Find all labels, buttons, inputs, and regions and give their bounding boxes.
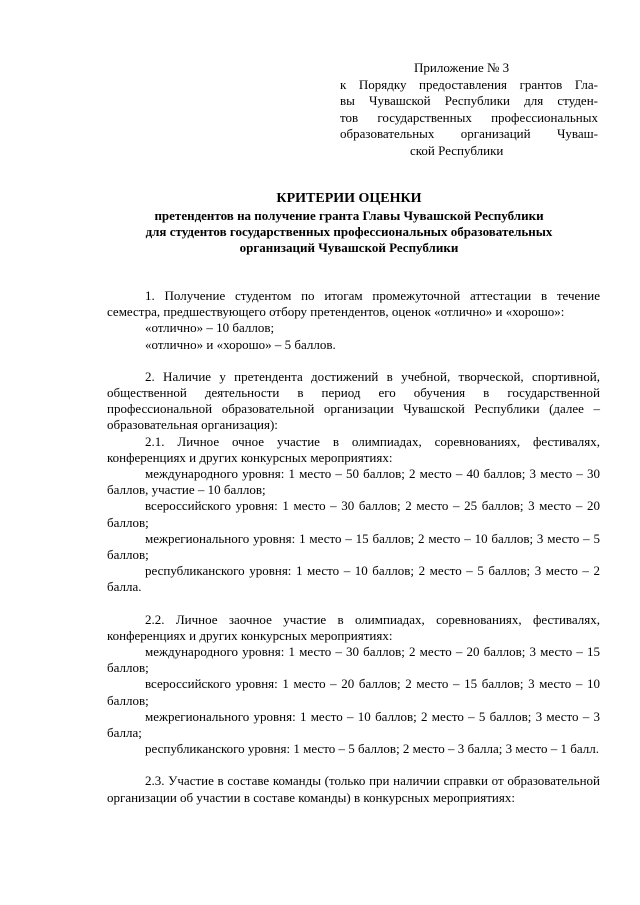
appendix-line: тов государственных профессиональных <box>340 109 598 125</box>
criteria-item: межрегионального уровня: 1 место – 10 баллов; 2 место – 5 баллов; 3 место – 3 балла; <box>107 708 600 741</box>
appendix-line: образовательных организаций Чуваш- <box>340 126 598 141</box>
document-title <box>96 190 602 256</box>
appendix-line: вы Чувашской Республики для студен- <box>340 93 598 108</box>
title-sub-line: для студентов государственных профессиональных образовательных <box>145 224 553 239</box>
title-sub-line: претендентов на получение гранта Главы Чувашской Республики <box>154 208 544 223</box>
appendix-number: Приложение № 3 <box>414 60 510 75</box>
section-2-text: 2. Наличие у претендента достижений в учебной, творческой, спортивной, общественной деятельности в период его обучения в государственной профессиональной образовательной организации Чувашской Республики (далее – образовательная организация): <box>107 368 600 433</box>
criteria-item: всероссийского уровня: 1 место – 20 баллов; 2 место – 15 баллов; 3 место – 10 баллов; <box>107 676 600 708</box>
section-2-2-text: 2.2. Личное заочное участие в олимпиадах, соревнованиях, фестивалях, конференциях и других конкурсных мероприятиях: <box>107 611 600 643</box>
section-2-1-text: 2.1. Личное очное участие в олимпиадах, соревнованиях, фестивалях, конференциях и других конкурсных мероприятиях: <box>107 433 600 465</box>
appendix-header <box>340 60 598 159</box>
criteria-item: международного уровня: 1 место – 30 баллов; 2 место – 20 баллов; 3 место – 15 баллов; <box>107 644 600 676</box>
criteria-item: всероссийского уровня: 1 место – 30 баллов; 2 место – 25 баллов; 3 место – 20 баллов; <box>107 498 600 530</box>
title-sub-line: организаций Чувашской Республики <box>239 240 459 255</box>
title-main: КРИТЕРИИ ОЦЕНКИ <box>276 191 422 206</box>
appendix-line: ской Республики <box>410 142 504 158</box>
criteria-item: республиканского уровня: 1 место – 10 баллов; 2 место – 5 баллов; 3 место – 2 балла. <box>107 563 600 595</box>
criteria-item: республиканского уровня: 1 место – 5 баллов; 2 место – 3 балла; 3 место – 1 балл. <box>145 741 599 757</box>
criteria-item: межрегионального уровня: 1 место – 15 баллов; 2 место – 10 баллов; 3 место – 5 баллов; <box>107 530 600 563</box>
criteria-item: «отлично» и «хорошо» – 5 баллов. <box>145 336 336 352</box>
appendix-line: к Порядку предоставления грантов Гла- <box>340 76 598 92</box>
section-1-text: 1. Получение студентом по итогам промежуточной аттестации в течение семестра, предшествующего отбору претендентов, оценок «отлично» и «хорошо»: <box>107 288 600 320</box>
document-body <box>107 288 600 806</box>
criteria-item: международного уровня: 1 место – 50 баллов; 2 место – 40 баллов; 3 место – 30 баллов, участие – 10 баллов; <box>107 466 600 498</box>
criteria-item: «отлично» – 10 баллов; <box>145 320 275 336</box>
section-2-3-text: 2.3. Участие в составе команды (только при наличии справки от образовательной организации об участии в составе команды) в конкурсных мероприятиях: <box>107 773 600 805</box>
